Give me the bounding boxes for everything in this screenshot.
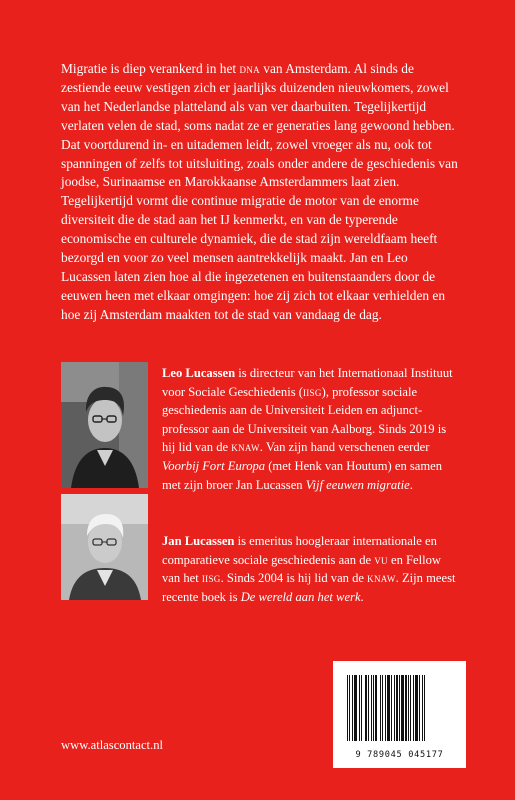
barcode-bars xyxy=(347,675,452,741)
blurb-text: Migratie is diep verankerd in het dna van Amsterdam. Al sinds de zestiende eeuw vestigen zich er jaarlijks duizenden nieuwkomers, zowel van het Nederlandse platteland als van ver daarbuiten. Tegelijkertijd verlaten velen de stad, soms nadat ze er generaties lang gewoond hebben. Dat voortdurend in- en uitademen leidt, zowel vroeger als nu, ook tot spanningen of zelfs tot uitsluiting, zoals onder andere de geschiedenis van joodse, Surinaamse en Marokkaanse Amsterdammers laat zien. Tegelijkertijd vormt die continue migratie de motor van de enorme diversiteit die de stad aan het IJ kenmerkt, en van de typerende economische en culturele dynamiek, die de stad zijn wereldfaam heeft bezorgd en voor zo veel mensen aantrekkelijk maakt. Jan en Leo Lucassen laten zien hoe al die ingezetenen en buitenstaanders door de eeuwen heen met elkaar omgingen: hoe zij zich tot elkaar verhielden en hoe zij Amsterdam maakten tot de stad van vandaag de dag. xyxy=(61,61,458,322)
jan-lucassen-photo xyxy=(61,494,148,600)
isbn-number: 9 789045 045177 xyxy=(355,750,444,760)
jan-lucassen-bio: Jan Lucassen is emeritus hoogleraar internationale en comparatieve sociale geschiedenis aan de vu en Fellow van het iisg. Sinds 2004 is hij lid van de knaw. Zijn meest recente boek is De wereld aan het werk. xyxy=(162,534,456,604)
isbn-barcode xyxy=(333,661,466,768)
leo-lucassen-bio: Leo Lucassen is directeur van het Internationaal Instituut voor Sociale Geschiedenis (iisg), professor sociale geschiedenis aan de Universiteit Leiden en adjunct-professor aan de Universiteit van Aalborg. Sinds 2019 is hij lid van de knaw. Van zijn hand verschenen eerder Voorbij Fort Europa (met Henk van Houtum) en samen met zijn broer Jan Lucassen Vijf eeuwen migratie. xyxy=(162,366,453,492)
jan-name: Jan Lucassen xyxy=(162,534,235,548)
leo-name: Leo Lucassen xyxy=(162,366,236,380)
leo-lucassen-photo xyxy=(61,362,148,488)
publisher-website: www.atlascontact.nl xyxy=(61,738,163,752)
